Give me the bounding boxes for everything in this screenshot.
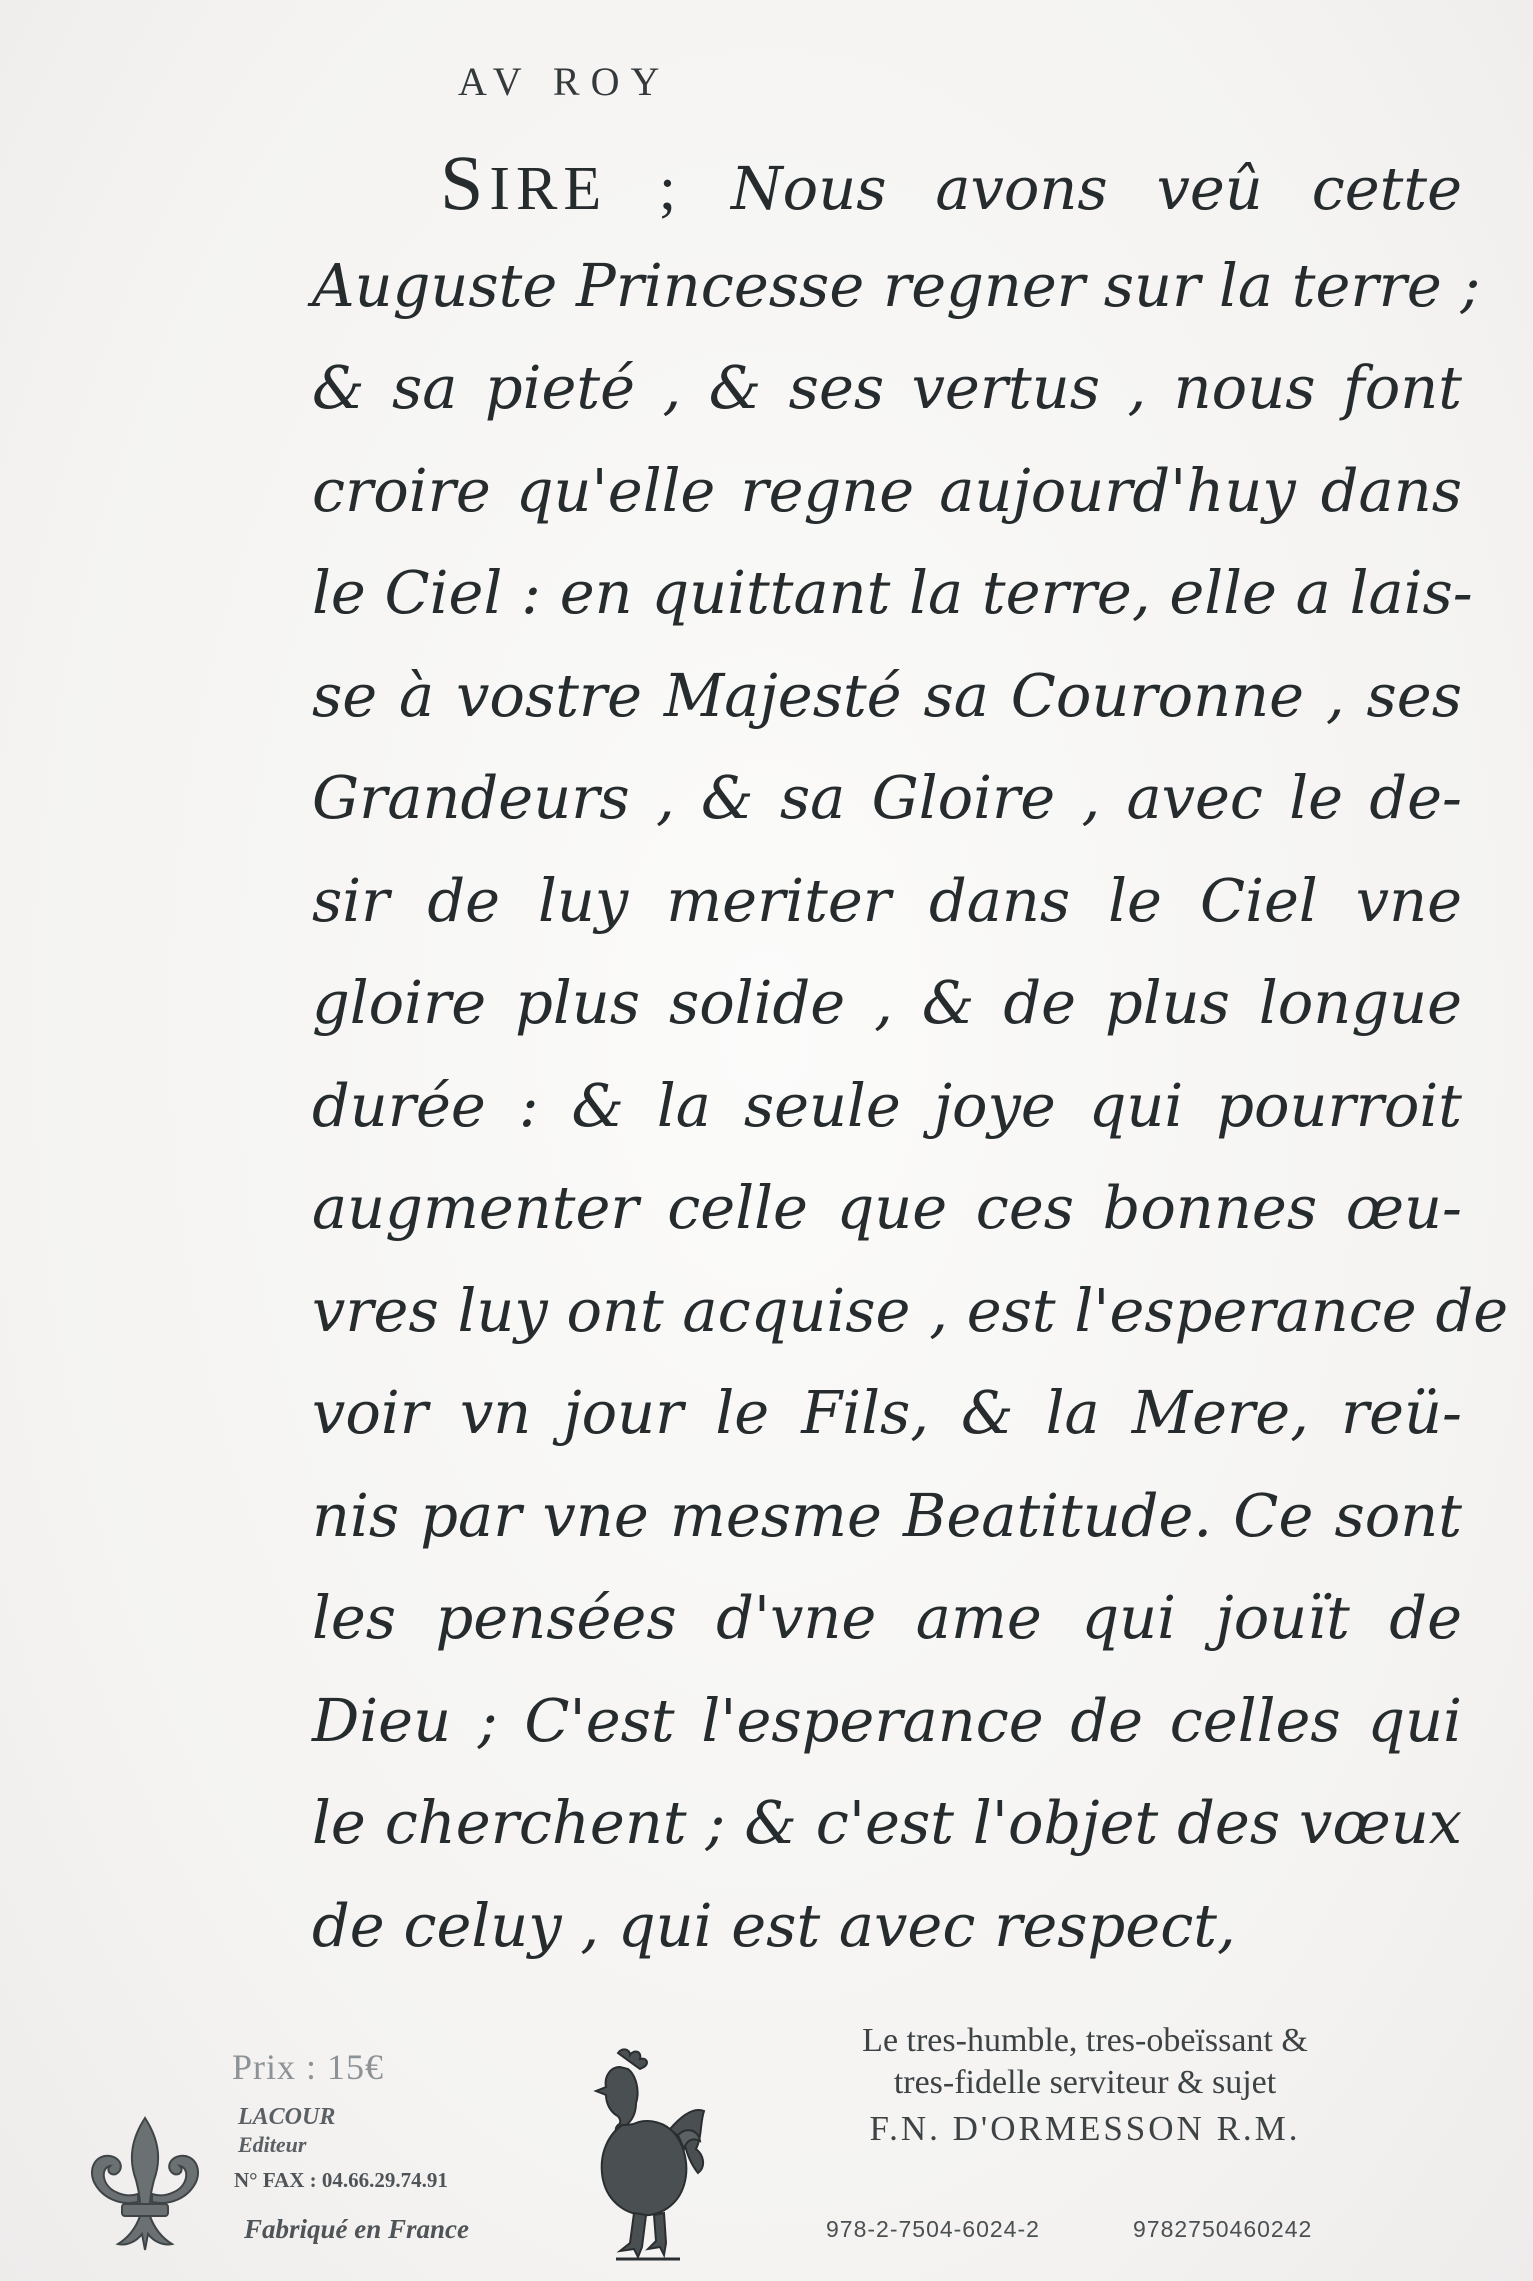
fax-number: N° FAX : 04.66.29.74.91 [234, 2168, 448, 2192]
text-line-10: durée : & la seule joye qui pourroit [312, 1070, 1462, 1140]
publisher-block [238, 2104, 335, 2158]
closing-line-2: tres-fidelle serviteur & sujet [893, 2064, 1277, 2101]
text-line-5: le Ciel : en quittant la terre, elle a lais- [312, 558, 1473, 627]
text-line-15: les pensées d'vne ame qui jouït de [312, 1583, 1462, 1652]
rooster-icon [560, 2045, 710, 2270]
text-line-6: se à vostre Majesté sa Couronne , ses [312, 660, 1462, 730]
publisher-role: Editeur [238, 2132, 307, 2157]
text-line-13: voir vn jour le Fils, & la Mere, reü- [312, 1378, 1462, 1447]
text-line-2: Auguste Princesse regner sur la terre ; [312, 250, 1481, 320]
publisher-name: LACOUR [238, 2104, 336, 2130]
text-line-9: gloire plus solide , & de plus longue [312, 968, 1462, 1037]
isbn-13-hyphenated: 978-2-7504-6024-2 [826, 2216, 1040, 2242]
fleur-de-lis-icon [80, 2110, 210, 2260]
text-line-16: Dieu ; C'est l'esperance de celles qui [312, 1685, 1462, 1755]
text-line-4: croire qu'elle regne aujourd'huy dans [312, 455, 1462, 525]
text-line-11: augmenter celle que ces bonnes œu- [312, 1173, 1462, 1242]
text-line-12: vres luy ont acquise , est l'esperance de [312, 1275, 1509, 1345]
text-line-17: le cherchent ; & c'est l'objet des vœux [312, 1788, 1462, 1857]
dedication-text [312, 132, 1509, 1977]
salutation: SIRE ; [440, 139, 683, 226]
closing-line-1: Le tres-humble, tres-obeïssant & [862, 2022, 1308, 2059]
signature: F.N. D'ORMESSON R.M. [869, 2109, 1301, 2148]
page-heading: AV ROY [458, 59, 671, 104]
made-in-label: Fabriqué en France [244, 2214, 470, 2244]
text-line-8: sir de luy meriter dans le Ciel vne [312, 865, 1462, 935]
closing-signature-block [765, 2020, 1405, 2152]
text-line-7: Grandeurs , & sa Gloire , avec le de- [312, 763, 1462, 832]
text-line-3: & sa pieté , & ses vertus , nous font [312, 353, 1462, 422]
text-line-14: nis par vne mesme Beatitude. Ce sont [312, 1480, 1462, 1550]
isbn-13-barcode-number: 9782750460242 [1133, 2216, 1313, 2242]
price-label: Prix : 15€ [232, 2047, 385, 2087]
text-line-1: SIRE ; Nous avons veû cette [440, 139, 1462, 226]
text-line-18: de celuy , qui est avec respect, [312, 1890, 1236, 1960]
